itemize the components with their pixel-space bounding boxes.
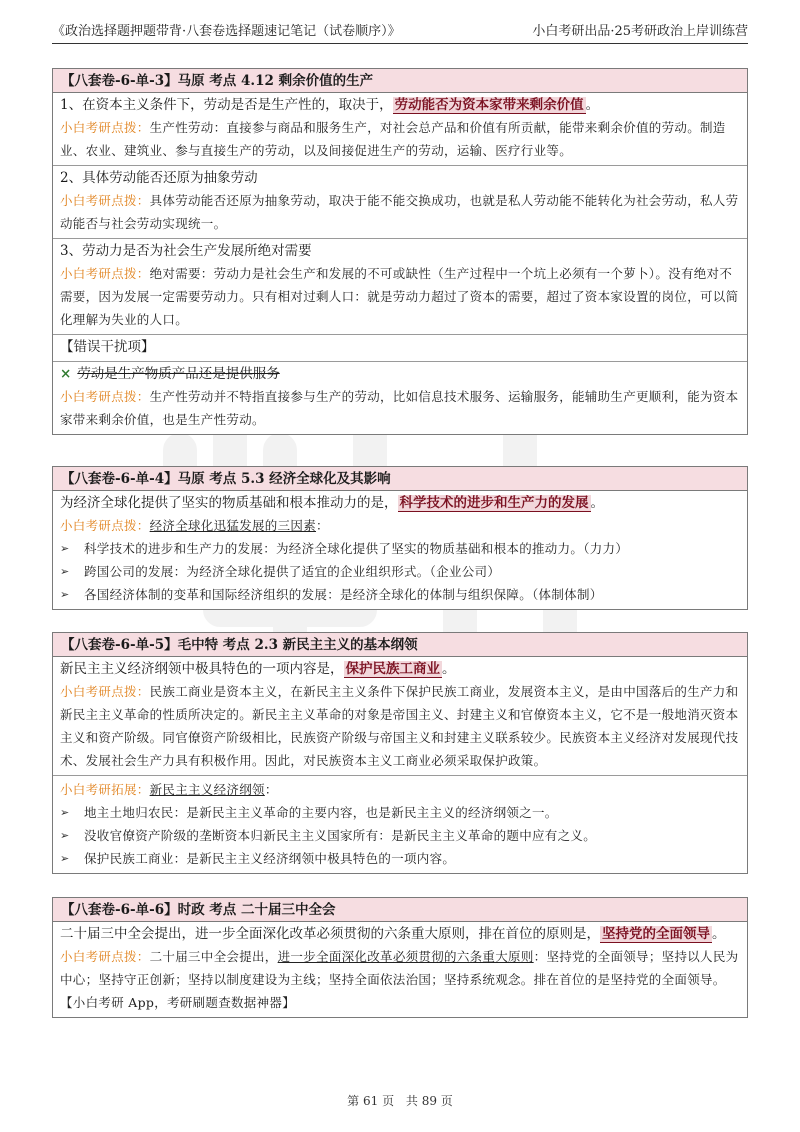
answer-highlight: 劳动能否为资本家带来剩余价值 xyxy=(394,97,584,113)
arrow-bullet-icon: ➢ xyxy=(60,542,70,555)
header-brand: 小白考研出品·25考研政治上岸训练营 xyxy=(532,24,748,39)
hint-paragraph xyxy=(60,189,740,235)
hint-label: 小白考研点拨： xyxy=(60,949,150,964)
page-header xyxy=(52,18,748,44)
question-text xyxy=(60,659,740,680)
question-block xyxy=(53,922,747,1017)
expand-paragraph xyxy=(60,778,740,801)
wrong-option-text: 劳动是生产物质产品还是提供服务 xyxy=(77,366,280,382)
list-item-text: 科学技术的进步和生产力的发展：为经济全球化提供了坚实的物质基础和根本的推动力。（力力） xyxy=(84,541,629,556)
question-end: 。 xyxy=(442,661,456,677)
hint-paragraph xyxy=(60,680,740,772)
question-text xyxy=(60,924,740,945)
hint-paragraph xyxy=(60,116,740,162)
hint-subtitle: 经济全球化迅猛发展的三因素 xyxy=(149,518,317,533)
wrong-option-label: 【错误干扰项】 xyxy=(60,339,155,355)
question-block xyxy=(53,657,747,776)
list-item-text: 没收官僚资产阶级的垄断资本归新民主主义国家所有：是新民主主义革命的题中应有之义。 xyxy=(84,828,597,843)
question-stem: 二十届三中全会提出，进一步全面深化改革必须贯彻的六条重大原则，排在首位的原则是， xyxy=(60,926,600,942)
question-stem: 1、在资本主义条件下，劳动是否是生产性的，取决于， xyxy=(60,97,393,113)
question-card-2 xyxy=(52,466,748,610)
wrong-option xyxy=(60,364,740,385)
question-text xyxy=(60,95,740,116)
question-block xyxy=(53,239,747,335)
question-end: 。 xyxy=(712,926,726,942)
hint-paragraph xyxy=(60,514,740,537)
answer-highlight: 保护民族工商业 xyxy=(345,661,440,677)
page-footer xyxy=(0,1092,800,1109)
hint-text: 民族工商业是资本主义，在新民主主义条件下保护民族工商业，发展资本主义，是由中国落后的生产力和新民主主义革命的性质所决定的。新民主主义革命的对象是帝国主义、封建主义和官僚资本主义，它不是一般地消灭资本主义和资产阶级。同官僚资产阶级相比，民族资产阶级与帝国主义和封建主义联系较少。民族资本主义经济对发展现代技术、发展社会生产力具有积极作用。因此，对民族资本主义工商业必须采取保护政策。 xyxy=(60,684,739,768)
expand-subtitle: 新民主主义经济纲领 xyxy=(149,782,265,797)
answer-highlight: 坚持党的全面领导 xyxy=(602,926,710,942)
cross-icon: × xyxy=(60,366,72,382)
hint-label: 小白考研点拨： xyxy=(60,389,150,404)
question-block xyxy=(53,166,747,239)
question-text xyxy=(60,493,740,514)
card-title: 【八套卷-6-单-5】毛中特 考点 2.3 新民主主义的基本纲领 xyxy=(53,633,747,657)
list-item-text: 地主土地归农民：是新民主主义革命的主要内容，也是新民主主义的经济纲领之一。 xyxy=(84,805,558,820)
arrow-bullet-icon: ➢ xyxy=(60,565,70,578)
hint-text: 坚持党的全面领导；坚持以人民为中心；坚持守正创新；坚持以制度建设为主线；坚持全面依法治国；坚持系统观念。排在首位的是坚持党的全面领导。【小白考研 App，考研刷题查数据神器】 xyxy=(60,949,739,1010)
question-text: 2、具体劳动能否还原为抽象劳动 xyxy=(60,170,258,186)
hint-subtitle: 进一步全面深化改革必须贯彻的六条重大原则 xyxy=(277,949,534,964)
wrong-option-header xyxy=(53,335,747,362)
list-item xyxy=(60,824,740,847)
list-item xyxy=(60,801,740,824)
arrow-bullet-icon: ➢ xyxy=(60,806,70,819)
list-item-text: 跨国公司的发展：为经济全球化提供了适宜的企业组织形式。（企业公司） xyxy=(84,564,501,579)
hint-label: 小白考研点拨： xyxy=(60,684,150,699)
question-card-1 xyxy=(52,68,748,435)
hint-paragraph xyxy=(60,385,740,431)
question-text: 3、劳动力是否为社会生产发展所绝对需要 xyxy=(60,243,312,259)
question-block xyxy=(53,93,747,166)
list-item xyxy=(60,583,740,606)
arrow-bullet-icon: ➢ xyxy=(60,829,70,842)
arrow-bullet-icon: ➢ xyxy=(60,588,70,601)
hint-label: 小白考研点拨： xyxy=(60,193,150,208)
header-document-title: 《政治选择题押题带背·八套卷选择题速记笔记（试卷顺序）》 xyxy=(52,24,401,39)
hint-colon: ： xyxy=(316,518,329,533)
hint-colon: ： xyxy=(533,949,547,964)
question-block xyxy=(53,491,747,609)
hint-text-lead: 二十届三中全会提出， xyxy=(149,949,278,964)
wrong-option-block xyxy=(53,362,747,434)
question-stem: 新民主主义经济纲领中极具特色的一项内容是， xyxy=(60,661,344,677)
question-end: 。 xyxy=(585,97,600,113)
expand-label: 小白考研拓展： xyxy=(60,782,150,797)
hint-paragraph xyxy=(60,945,740,1014)
question-card-4 xyxy=(52,897,748,1018)
page-number: 第 61 页 xyxy=(347,1094,395,1108)
answer-highlight: 科学技术的进步和生产力的发展 xyxy=(399,495,589,511)
expand-block xyxy=(53,776,747,873)
hint-paragraph xyxy=(60,262,740,331)
hint-text: 绝对需要：劳动力是社会生产和发展的不可或缺性（生产过程中一个坑上必须有一个萝卜）。没有绝对不需要，因为发展一定需要劳动力。只有相对过剩人口：就是劳动力超过了资本的需要，超过了资本家设置的岗位，可以简化理解为失业的人口。 xyxy=(60,266,739,327)
question-card-3 xyxy=(52,632,748,874)
card-title: 【八套卷-6-单-3】马原 考点 4.12 剩余价值的生产 xyxy=(53,69,747,93)
list-item xyxy=(60,537,740,560)
question-end: 。 xyxy=(590,495,604,511)
card-title: 【八套卷-6-单-4】马原 考点 5.3 经济全球化及其影响 xyxy=(53,467,747,491)
page-total: 共 89 页 xyxy=(405,1094,453,1108)
list-item-text: 保护民族工商业：是新民主主义经济纲领中极具特色的一项内容。 xyxy=(84,851,456,866)
hint-text: 生产性劳动并不特指直接参与生产的劳动，比如信息技术服务、运输服务，能辅助生产更顺利，能为资本家带来剩余价值，也是生产性劳动。 xyxy=(60,389,739,427)
arrow-bullet-icon: ➢ xyxy=(60,852,70,865)
list-item xyxy=(60,847,740,870)
hint-label: 小白考研点拨： xyxy=(60,518,150,533)
hint-label: 小白考研点拨： xyxy=(60,266,150,281)
list-item-text: 各国经济体制的变革和国际经济组织的发展：是经济全球化的体制与组织保障。（体制体制） xyxy=(84,587,603,602)
hint-text: 生产性劳动：直接参与商品和服务生产，对社会总产品和价值有所贡献，能带来剩余价值的劳动。制造业、农业、建筑业、参与直接生产的劳动，以及间接促进生产的劳动，运输、医疗行业等。 xyxy=(60,120,726,158)
hint-label: 小白考研点拨： xyxy=(60,120,150,135)
question-stem: 为经济全球化提供了坚实的物质基础和根本推动力的是， xyxy=(60,495,398,511)
card-title: 【八套卷-6-单-6】时政 考点 二十届三中全会 xyxy=(53,898,747,922)
hint-text: 具体劳动能否还原为抽象劳动，取决于能不能交换成功，也就是私人劳动能不能转化为社会劳动，私人劳动能否与社会劳动实现统一。 xyxy=(60,193,739,231)
list-item xyxy=(60,560,740,583)
expand-colon: ： xyxy=(264,782,278,797)
